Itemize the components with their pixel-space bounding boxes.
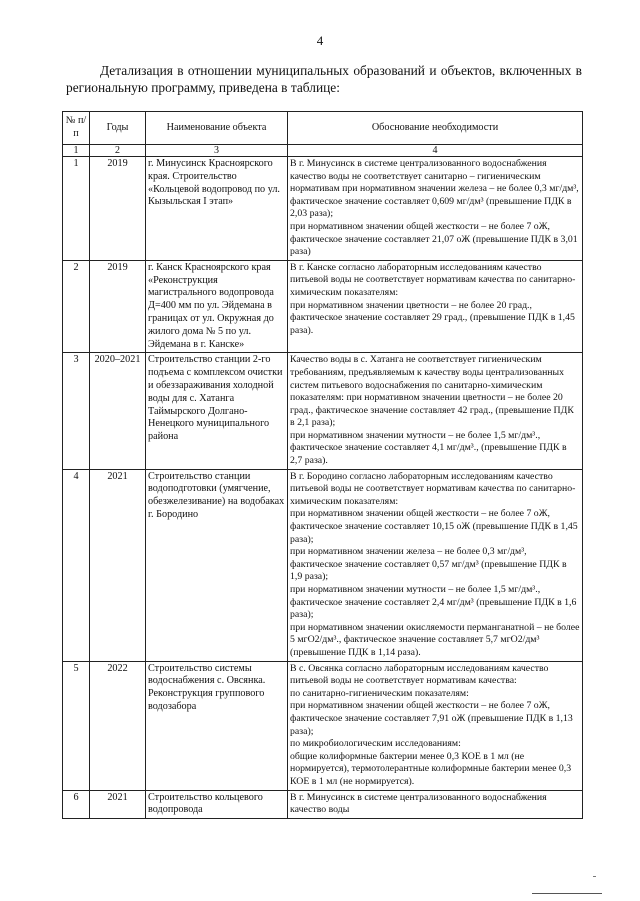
scan-dot [593, 876, 596, 877]
row-number: 5 [63, 661, 90, 790]
row-object-name: Строительство станции 2-го подъема с комплексом очистки и обеззараживания холодной воды для с. Хатанга Таймырского Долгано-Ненецкого муниципального района [146, 353, 288, 469]
row-number: 3 [63, 353, 90, 469]
column-number: 2 [90, 145, 146, 157]
column-number: 4 [288, 145, 583, 157]
row-years: 2021 [90, 790, 146, 819]
row-justification: В с. Овсянка согласно лабораторным исследованиям качество питьевой воды не соответствует нормативам качества: по санитарно-гигиеническим показателям: при нормативном значении общей жесткости – не более 7 оЖ, фактическое значение составляет 7,91 оЖ (превышение ПДК в 1,13 раза); по микробиологическим исследованиям: общие колиформные бактерии менее 0,3 КОЕ в 1 мл (не нормируется), термотолерантные колиформные бактерии менее 0,3 КОЕ в 1 мл (не нормируется). [288, 661, 583, 790]
table-row [63, 790, 583, 819]
table-row [63, 157, 583, 261]
row-years: 2021 [90, 469, 146, 661]
row-years: 2019 [90, 157, 146, 261]
row-number: 4 [63, 469, 90, 661]
table-row [63, 353, 583, 469]
header-object-name: Наименование объекта [146, 112, 288, 145]
footer-rule [532, 893, 602, 894]
table-row [63, 661, 583, 790]
row-object-name: Строительство кольцевого водопровода [146, 790, 288, 819]
column-number: 3 [146, 145, 288, 157]
table-row [63, 260, 583, 353]
objects-table [62, 111, 583, 819]
row-object-name: г. Канск Красноярского края «Реконструкция магистрального водопровода Д=400 мм по ул. Эйдемана в границах от ул. Окружная до жилого дома № 5 по ул. Эйдемана в г. Канске» [146, 260, 288, 353]
header-years: Годы [90, 112, 146, 145]
header-justification: Обоснование необходимости [288, 112, 583, 145]
row-object-name: Строительство станции водоподготовки (умягчение, обезжелезивание) на водобаках г. Бородино [146, 469, 288, 661]
row-object-name: г. Минусинск Красноярского края. Строительство «Кольцевой водопровод по ул. Кызыльская I этап» [146, 157, 288, 261]
row-number: 6 [63, 790, 90, 819]
row-justification: В г. Бородино согласно лабораторным исследованиям качество питьевой воды не соответствует нормативам качества по санитарно-химическим показателям: при нормативном значении общей жесткости – не более 7 оЖ, фактическое значение составляет 10,15 оЖ (превышение ПДК в 1,45 раза); при нормативном значении железа – не более 0,3 мг/дм³, фактическое значение составляет 0,57 мг/дм³ (превышение ПДК в 1,9 раза); при нормативном значении мутности – не более 1,5 мг/дм³., фактическое значение составляет 2,4 мг/дм³ (превышение ПДК в 1,6 раза); при нормативном значении окисляемости перманганатной – не более 5 мгО2/дм³., фактическое значение составляет 5,7 мгО2/дм³ (превышение ПДК в 1,14 раза). [288, 469, 583, 661]
row-years: 2022 [90, 661, 146, 790]
header-no: № п/п [63, 112, 90, 145]
row-justification: В г. Минусинск в системе централизованного водоснабжения качество воды [288, 790, 583, 819]
table-header-row [63, 112, 583, 145]
row-justification: В г. Минусинск в системе централизованного водоснабжения качество воды не соответствует санитарно – гигиеническим нормативам при нормативном значении железа – не более 0,3 мг/дм³, фактическое значение составляет 0,609 мг/дм³ (превышение ПДК в 2,03 раза); при нормативном значении общей жесткости – не более 7 оЖ, фактическое значение составляет 21,07 оЖ (превышение ПДК в 3,01 раза) [288, 157, 583, 261]
row-number: 1 [63, 157, 90, 261]
row-object-name: Строительство системы водоснабжения с. Овсянка. Реконструкция группового водозабора [146, 661, 288, 790]
intro-paragraph: Детализация в отношении муниципальных образований и объектов, включенных в региональную программу, приведена в таблице: [66, 63, 582, 95]
table-row [63, 469, 583, 661]
row-number: 2 [63, 260, 90, 353]
page-number: 4 [316, 33, 324, 48]
row-years: 2020–2021 [90, 353, 146, 469]
column-number-row [63, 145, 583, 157]
row-justification: Качество воды в с. Хатанга не соответствует гигиеническим требованиям, предъявляемым к качеству воды централизованных систем питьевого водоснабжения по санитарно-химическим показателям: при нормативном значении цветности – не более 20 град., фактическое значение составляет 42 град., (превышение ПДК в 2,1 раза); при нормативном значении мутности – не более 1,5 мг/дм³., фактическое значение составляет 4,1 мг/дм³., (превышение ПДК в 2,7 раза). [288, 353, 583, 469]
column-number: 1 [63, 145, 90, 157]
row-years: 2019 [90, 260, 146, 353]
row-justification: В г. Канске согласно лабораторным исследованиям качество питьевой воды не соответствует нормативам качества по санитарно-химическим показателям: при нормативном значении цветности – не более 20 град., фактическое значение составляет 29 град., (превышение ПДК в 1,45 раза). [288, 260, 583, 353]
